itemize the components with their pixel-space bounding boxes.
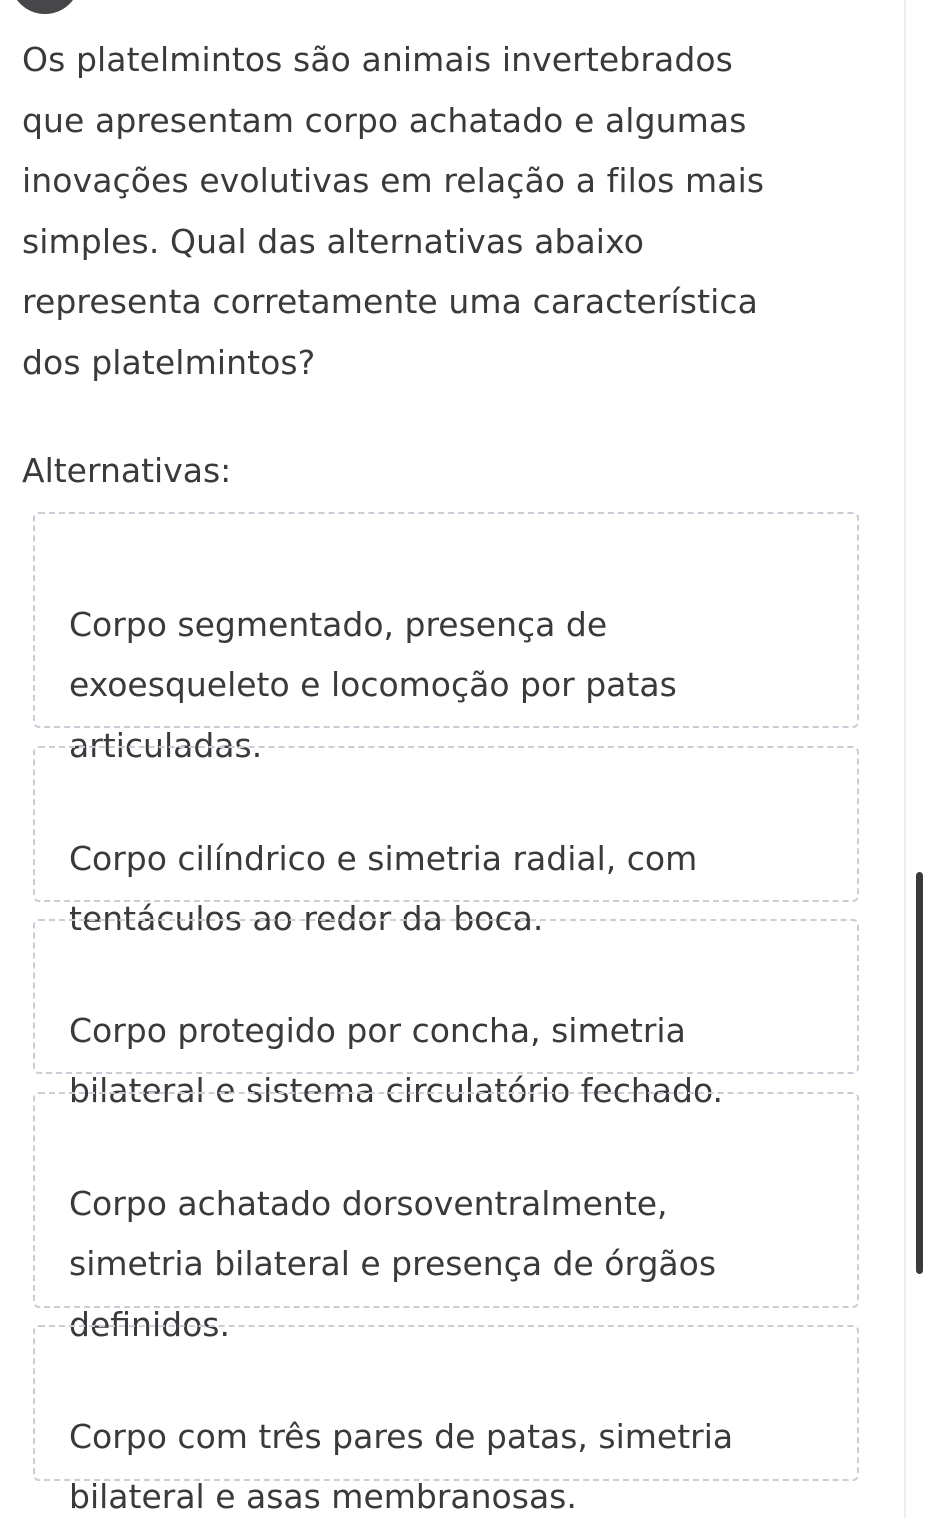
avatar <box>10 0 80 14</box>
option-4-text: Corpo achatado dorsoventralmente, simetria bilateral e presença de órgãos definidos. <box>69 1183 717 1344</box>
question-text: Os platelmintos são animais invertebrados que apresentam corpo achatado e algumas inovações evolutivas em relação a filos mais simples. Qual das alternativas abaixo representa corretamente uma característica dos platelmintos? <box>22 40 765 382</box>
option-5-text: Corpo com três pares de patas, simetria bilateral e asas membranosas. <box>69 1416 734 1516</box>
option-3[interactable] <box>33 919 859 1110</box>
option-4[interactable] <box>33 1092 859 1344</box>
option-5[interactable] <box>33 1325 859 1516</box>
scrollbar-track[interactable] <box>904 0 906 1518</box>
option-1[interactable] <box>33 512 859 765</box>
option-2-text: Corpo cilíndrico e simetria radial, com tentáculos ao redor da boca. <box>69 838 698 938</box>
question-container <box>22 30 882 393</box>
option-3-text: Corpo protegido por concha, simetria bilateral e sistema circulatório fechado. <box>69 1010 724 1110</box>
alternatives-label: Alternativas: <box>22 451 232 490</box>
scrollbar-thumb[interactable] <box>916 872 923 1274</box>
option-1-text: Corpo segmentado, presença de exoesqueleto e locomoção por patas articuladas. <box>69 604 677 765</box>
option-2[interactable] <box>33 746 859 938</box>
